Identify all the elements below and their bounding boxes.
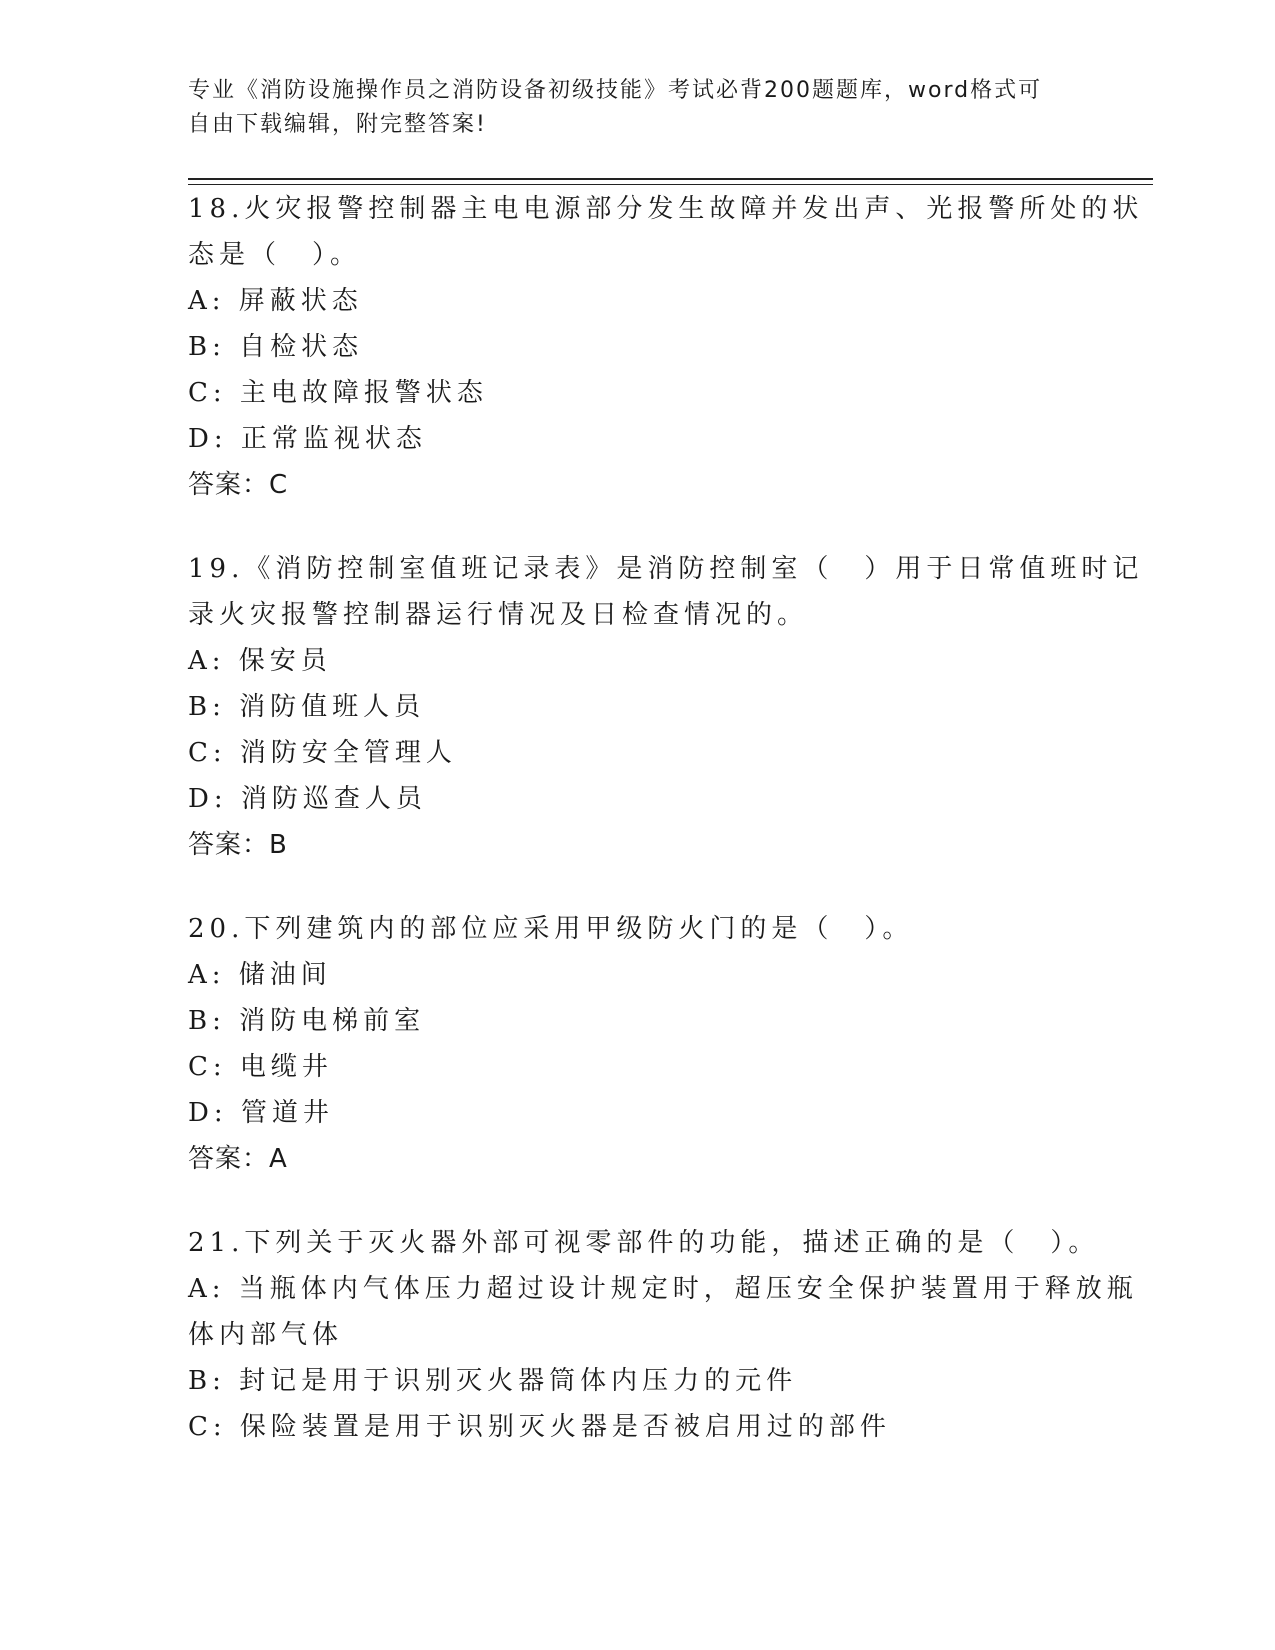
question-20 [188,906,1088,1182]
option-c: C: 电缆井 [188,1052,333,1082]
question-stem: 21.下列关于灭火器外部可视零部件的功能，描述正确的是（ ）。 [188,1228,1100,1258]
option-a: A: 屏蔽状态 [188,286,363,316]
option-c: C: 主电故障报警状态 [188,378,488,408]
option-b: B: 自检状态 [188,332,364,362]
header-divider-thin [188,184,1153,185]
option-a: A: 当瓶体内气体压力超过设计规定时，超压安全保护装置用于释放瓶 [188,1274,1138,1304]
option-d: D: 正常监视状态 [188,424,427,454]
question-stem: 20.下列建筑内的部位应采用甲级防火门的是（ ）。 [188,914,914,944]
question-stem: 18.火灾报警控制器主电电源部分发生故障并发出声、光报警所处的状 [188,194,1144,224]
option-b: B: 消防电梯前室 [188,1006,426,1036]
option-b: B: 消防值班人员 [188,692,426,722]
question-18 [188,186,1144,508]
option-a: A: 保安员 [188,646,332,676]
answer-label: 答案：A [188,1144,288,1174]
question-stem: 19.《消防控制室值班记录表》是消防控制室（ ）用于日常值班时记 [188,554,1144,584]
option-b: B: 封记是用于识别灭火器筒体内压力的元件 [188,1366,798,1396]
answer-label: 答案：C [188,470,289,500]
question-21 [188,1220,1138,1450]
question-stem: 态是（ ）。 [188,240,362,270]
document-header [188,74,1068,142]
option-c: C: 保险装置是用于识别灭火器是否被启用过的部件 [188,1412,891,1442]
question-stem: 录火灾报警控制器运行情况及日检查情况的。 [188,600,809,630]
option-a-continued: 体内部气体 [188,1320,344,1350]
header-divider [188,178,1153,180]
option-d: D: 消防巡查人员 [188,784,427,814]
option-d: D: 管道井 [188,1098,334,1128]
question-19 [188,546,1144,868]
option-c: C: 消防安全管理人 [188,738,457,768]
header-line-1: 专业《消防设施操作员之消防设备初级技能》考试必背200题题库，word格式可 [188,78,1043,103]
answer-label: 答案：B [188,830,288,860]
option-a: A: 储油间 [188,960,332,990]
header-line-2: 自由下载编辑，附完整答案! [188,112,487,137]
